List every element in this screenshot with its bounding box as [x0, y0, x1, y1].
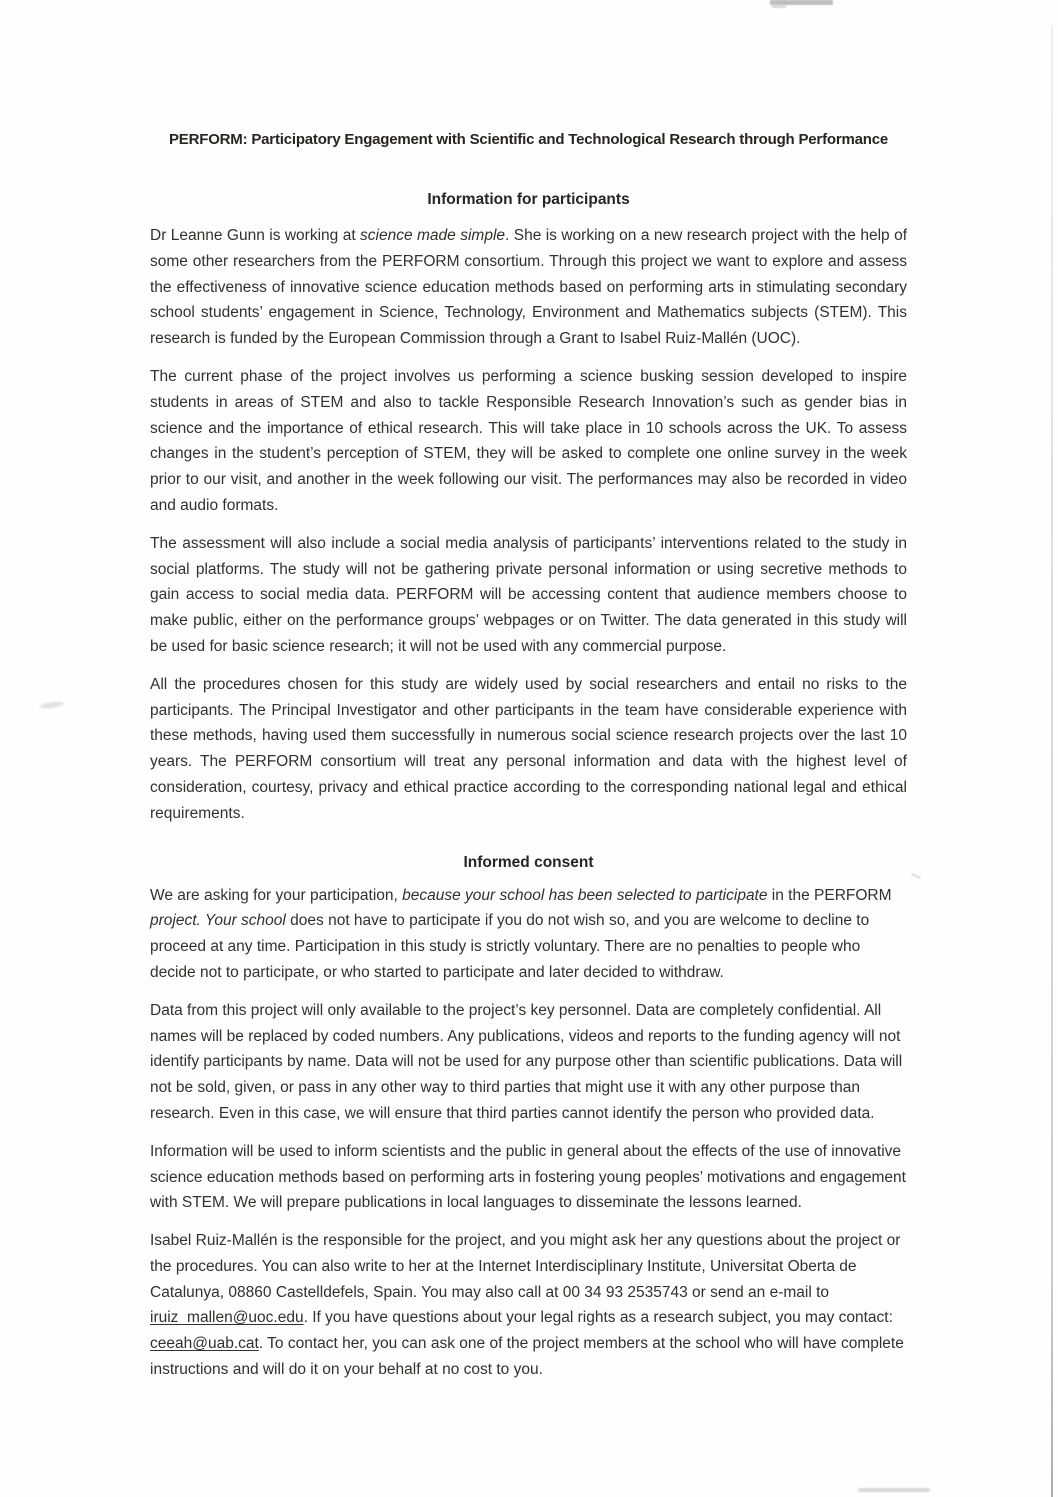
email-link-iruiz-mallen: iruiz_mallen@uoc.edu	[150, 1309, 304, 1327]
section-heading-informed-consent: Informed consent	[463, 853, 594, 871]
scan-artifact-bottom-smudge	[858, 1488, 930, 1492]
text-segment: because your school has been selected to participate	[402, 886, 768, 904]
text-segment: does not have to participate if you do not wish so, and you are welcome to decline to proceed at any time. Participation in this study is strictly voluntary. There are no penalties to people who decide not to participate, or who started to participate and later decided to withdraw.	[150, 912, 870, 981]
scan-artifact-top-notch	[772, 5, 786, 8]
text-segment: . If you have questions about your legal rights as a research subject, you may contact:	[303, 1309, 893, 1327]
paragraph	[150, 1228, 907, 1383]
email-link-ceeah: ceeah@uab.cat	[150, 1335, 259, 1353]
text-segment: All the procedures chosen for this study are widely used by social researchers and entail no risks to the participants. The Principal Investigator and other participants in the team have considerable experience with these methods, having used them successfully in numerous social science research projects over the last 10 years. The PERFORM consortium will treat any personal information and data with the highest level of consideration, courtesy, privacy and ethical practice according to the corresponding national legal and ethical requirements.	[150, 675, 907, 822]
document-content	[150, 131, 907, 1395]
text-segment: The current phase of the project involves us performing a science busking session developed to inspire students in areas of STEM and also to tackle Responsible Research Innovation’s such as gender bias in science and the importance of ethical research. This will take place in 10 schools across the UK. To assess changes in the student’s perception of STEM, they will be asked to complete one online survey in the week prior to our visit, and another in the week following our visit. The performances may also be recorded in video and audio formats.	[150, 367, 907, 514]
text-segment: . To contact her, you can ask one of the project members at the school who will have complete instructions and will do it on your behalf at no cost to you.	[150, 1335, 904, 1379]
text-segment: project. Your school	[150, 912, 286, 930]
paragraph	[150, 998, 907, 1127]
scan-artifact-top-bar	[770, 0, 833, 5]
text-segment: The assessment will also include a social media analysis of participants’ interventions related to the study in social platforms. The study will not be gathering private personal information or using secretive methods to gain access to social media data. PERFORM will be accessing content that audience members choose to make public, either on the performance groups’ webpages or on Twitter. The data generated in this study will be used for basic science research; it will not be used with any commercial purpose.	[150, 534, 907, 655]
text-segment: . She is working on a new research project with the help of some other researchers from the PERFORM consortium. Through this project we want to explore and assess the effectiveness of innovative science education methods based on performing arts in stimulating secondary school students’ engagement in Science, Technology, Environment and Mathematics subjects (STEM). This research is funded by the European Commission through a Grant to Isabel Ruiz-Mallén (UOC).	[150, 227, 907, 348]
text-segment: Isabel Ruiz-Mallén is the responsible for the project, and you might ask her any questions about the project or the procedures. You can also write to her at the Internet Interdisciplinary Institute, Universitat Oberta de Catalunya, 08860 Castelldefels, Spain. You may also call at 00 34 93 2535743 or send an e-mail to	[150, 1232, 901, 1301]
paragraph	[150, 1139, 907, 1216]
section-informed-consent	[150, 854, 907, 1383]
paragraph	[150, 223, 907, 352]
scan-artifact-left-smudge	[40, 700, 65, 709]
paragraph	[150, 531, 907, 660]
scan-artifact-margin-tick	[911, 873, 921, 879]
text-segment: Data from this project will only available to the project’s key personnel. Data are completely confidential. All names will be replaced by coded numbers. Any publications, videos and reports to the funding agency will not identify participants by name. Data will not be used for any purpose other than scientific publications. Data will not be sold, given, or pass in any other way to third parties that might use it with any other purpose than research. Even in this case, we will ensure that third parties cannot identify the person who provided data.	[150, 1001, 903, 1122]
text-segment: Dr Leanne Gunn is working at	[150, 227, 361, 244]
text-segment: science made simple	[360, 227, 506, 244]
document-title: PERFORM: Participatory Engagement with Scientific and Technological Research through Performance	[169, 131, 888, 148]
paragraph	[150, 672, 907, 827]
section-paragraphs-information	[150, 223, 907, 827]
text-segment: in the PERFORM	[767, 886, 892, 904]
text-segment: We are asking for your participation,	[150, 886, 403, 904]
text-segment: Information will be used to inform scientists and the public in general about the effects of the use of innovative science education methods based on performing arts in fostering young peoples’ motivations and engagement with STEM. We will prepare publications in local languages to disseminate the lessons learned.	[150, 1142, 906, 1212]
section-paragraphs-consent	[150, 883, 907, 1383]
section-information-for-participants	[150, 191, 907, 827]
paragraph	[150, 883, 907, 986]
section-heading-information-for-participants: Information for participants	[427, 191, 630, 208]
scan-artifact-right-edge-line	[1051, 25, 1053, 1497]
paragraph	[150, 364, 907, 519]
